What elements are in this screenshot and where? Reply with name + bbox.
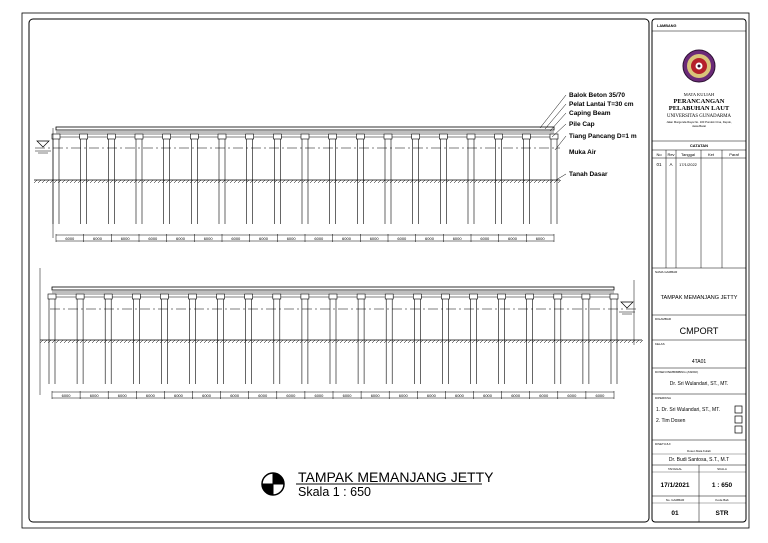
pile-cap xyxy=(135,134,143,139)
tanggal-value: 17/1/2021 xyxy=(660,482,690,489)
address-line-1: Jalan Margonda Raya No. 100 Pondok Cina, Depok, xyxy=(666,120,732,124)
dimension-label: 6000 xyxy=(425,236,434,241)
dimension-label: 6000 xyxy=(508,236,517,241)
pile-cap xyxy=(356,134,364,139)
pile-cap xyxy=(441,294,449,299)
dimension-label: 6000 xyxy=(454,393,464,398)
dimension-label: 6000 xyxy=(452,236,462,241)
notes-row-date: 17/1/2022 xyxy=(679,162,697,167)
kode-value: STR xyxy=(715,510,729,517)
drawing-area-border xyxy=(29,19,649,522)
annotation-tanah: Tanah Dasar xyxy=(569,171,608,178)
dimension-label: 6000 xyxy=(511,393,521,398)
dimension-label: 6000 xyxy=(480,236,490,241)
pile-cap xyxy=(76,294,84,299)
kelas-label: KELAS xyxy=(655,342,665,346)
pile-cap xyxy=(412,134,420,139)
pile-cap xyxy=(329,134,337,139)
dimension-label: 6000 xyxy=(145,393,155,398)
checkbox-2 xyxy=(735,416,742,423)
dimension-label: 6000 xyxy=(231,236,241,241)
pile-cap xyxy=(273,134,281,139)
annotation-tiang: Tiang Pancang D=1 m xyxy=(569,133,637,140)
dimension-label: 6000 xyxy=(535,236,545,241)
notes-row-rev: A xyxy=(669,162,673,167)
dimension-label: 6000 xyxy=(258,393,268,398)
pile-cap xyxy=(470,294,478,299)
seabed-hatch xyxy=(34,180,561,183)
dimension-label: 6000 xyxy=(539,393,549,398)
notes-col-ket: Ket xyxy=(707,152,715,157)
digambar-value: CMPORT xyxy=(679,326,719,336)
subject-line-2: PELABUHAN LAUT xyxy=(668,105,730,112)
pile-cap xyxy=(498,294,506,299)
dimension-label: 6000 xyxy=(286,236,296,241)
deck-slab xyxy=(52,287,614,290)
checkbox-1 xyxy=(735,406,742,413)
notes-col-rev: Rev xyxy=(667,152,675,157)
pile-cap xyxy=(273,294,281,299)
dimension-label: 6000 xyxy=(567,393,577,398)
outer-border xyxy=(22,13,749,528)
seabed-hatch xyxy=(40,340,643,343)
pile-cap xyxy=(329,294,337,299)
dimension-label: 6000 xyxy=(595,393,605,398)
dimension-label: 6000 xyxy=(93,236,102,241)
pile-cap xyxy=(160,294,168,299)
pile-cap xyxy=(522,134,530,139)
diperiksa-label: DIPERIKSA xyxy=(655,396,672,400)
subject-line-1: PERANCANGAN xyxy=(673,98,725,105)
course-label: MATA KULIAH xyxy=(683,92,715,97)
annotation-caping: Caping Beam xyxy=(569,110,611,117)
notes-col-tanggal: Tanggal xyxy=(680,152,696,157)
address-line-2: Jawa Barat xyxy=(692,124,706,128)
drawing-title-group xyxy=(262,469,494,499)
checkbox-3 xyxy=(735,426,742,433)
pile-cap xyxy=(301,134,309,139)
pile-cap xyxy=(104,294,112,299)
pile-cap xyxy=(217,294,225,299)
disetujui-role: Dosen Mata Kuliah xyxy=(687,449,711,453)
annotation-muka-air: Muka Air xyxy=(569,149,597,156)
dimension-label: 6000 xyxy=(117,393,127,398)
deck-slab xyxy=(56,127,554,130)
skala-value: 1 : 650 xyxy=(711,482,733,489)
disetujui-value: Dr. Budi Santosa, S.T., M.T xyxy=(668,457,730,463)
jetty-elevation-bottom xyxy=(40,268,643,399)
diperiksa-2: 2. Tim Dosen xyxy=(656,418,686,424)
dimension-label: 6000 xyxy=(370,393,380,398)
nama-gambar: TAMPAK MEMANJANG JETTY xyxy=(660,295,738,301)
tanggal-label: TANGGAL xyxy=(667,467,683,471)
jetty-elevation-top xyxy=(34,127,561,242)
dimension-label: 6000 xyxy=(148,236,158,241)
dimension-label: 6000 xyxy=(120,236,130,241)
pile-cap xyxy=(189,294,197,299)
diperiksa-1: 1. Dr. Sri Wulandari, ST., MT. xyxy=(656,407,721,413)
no-gambar-label: No. GAMBAR xyxy=(665,498,685,502)
kode-label: Kode Bab xyxy=(715,498,729,502)
pile-cap xyxy=(301,294,309,299)
university-name: UNIVERSITAS GUNADARMA xyxy=(667,114,731,119)
notes-col-no: No xyxy=(656,152,662,157)
notes-row-no: 01 xyxy=(656,162,662,167)
digambar-label: DIGAMBAR xyxy=(655,317,672,321)
pile-cap xyxy=(554,294,562,299)
pile-cap xyxy=(132,294,140,299)
pile-cap xyxy=(246,134,254,139)
dimension-label: 6000 xyxy=(397,236,407,241)
dimension-label: 6000 xyxy=(398,393,408,398)
pile-cap xyxy=(48,294,56,299)
dimension-label: 6000 xyxy=(65,236,75,241)
dimension-label: 6000 xyxy=(342,393,352,398)
pile-cap xyxy=(550,134,558,139)
dimension-label: 6000 xyxy=(230,393,240,398)
pile-cap xyxy=(80,134,88,139)
kelas-value: 4TA01 xyxy=(691,359,707,365)
lambang-label: LAMBANG xyxy=(657,24,677,28)
dimension-label: 6000 xyxy=(202,393,212,398)
annotation-pilecap: Pile Cap xyxy=(569,121,595,128)
notes-col-paraf: Paraf xyxy=(729,152,739,157)
pile-cap xyxy=(439,134,447,139)
annotation-pelat: Pelat Lantai T=30 cm xyxy=(569,101,634,108)
pile-cap xyxy=(467,134,475,139)
dosen-label: DOSEN PEMBIMBING (ASPAK) xyxy=(655,370,699,374)
drawing-title: TAMPAK MEMANJANG JETTY xyxy=(298,469,494,485)
dimension-label: 6000 xyxy=(483,393,493,398)
drawing-scale: Skala 1 : 650 xyxy=(298,485,371,499)
pile-cap xyxy=(610,294,618,299)
water-level-icon xyxy=(621,302,633,308)
pile-cap xyxy=(190,134,198,139)
annotation-balok: Balok Beton 35/70 xyxy=(569,92,625,99)
skala-label: SKALA xyxy=(717,467,727,471)
dimension-label: 6000 xyxy=(89,393,99,398)
pile-cap xyxy=(526,294,534,299)
dimension-label: 6000 xyxy=(342,236,351,241)
disetujui-label: DISETUJUI xyxy=(655,442,671,446)
no-gambar-value: 01 xyxy=(671,510,679,517)
dimension-label: 6000 xyxy=(314,236,324,241)
nama-gambar-label: NAMA GAMBAR xyxy=(655,270,678,274)
dimension-label: 6000 xyxy=(173,393,183,398)
dosen-value: Dr. Sri Wulandari, ST., MT. xyxy=(669,381,729,387)
water-level-icon xyxy=(37,141,49,147)
dimension-label: 6000 xyxy=(203,236,213,241)
dimension-label: 6000 xyxy=(259,236,268,241)
pile-cap xyxy=(385,294,393,299)
dimension-label: 6000 xyxy=(314,393,324,398)
dimension-label: 6000 xyxy=(176,236,185,241)
pile-cap xyxy=(163,134,171,139)
pile-cap xyxy=(245,294,253,299)
dimension-label: 6000 xyxy=(61,393,71,398)
pile-cap xyxy=(495,134,503,139)
dimension-label: 6000 xyxy=(369,236,379,241)
pile-cap xyxy=(413,294,421,299)
pile-cap xyxy=(107,134,115,139)
pile-cap xyxy=(582,294,590,299)
dimension-label: 6000 xyxy=(286,393,296,398)
pile-cap xyxy=(218,134,226,139)
dimension-label: 6000 xyxy=(426,393,436,398)
university-logo-icon xyxy=(683,50,715,82)
pile-cap xyxy=(357,294,365,299)
notes-header: CATATAN xyxy=(689,143,709,148)
title-block xyxy=(652,24,746,522)
pile-cap xyxy=(384,134,392,139)
